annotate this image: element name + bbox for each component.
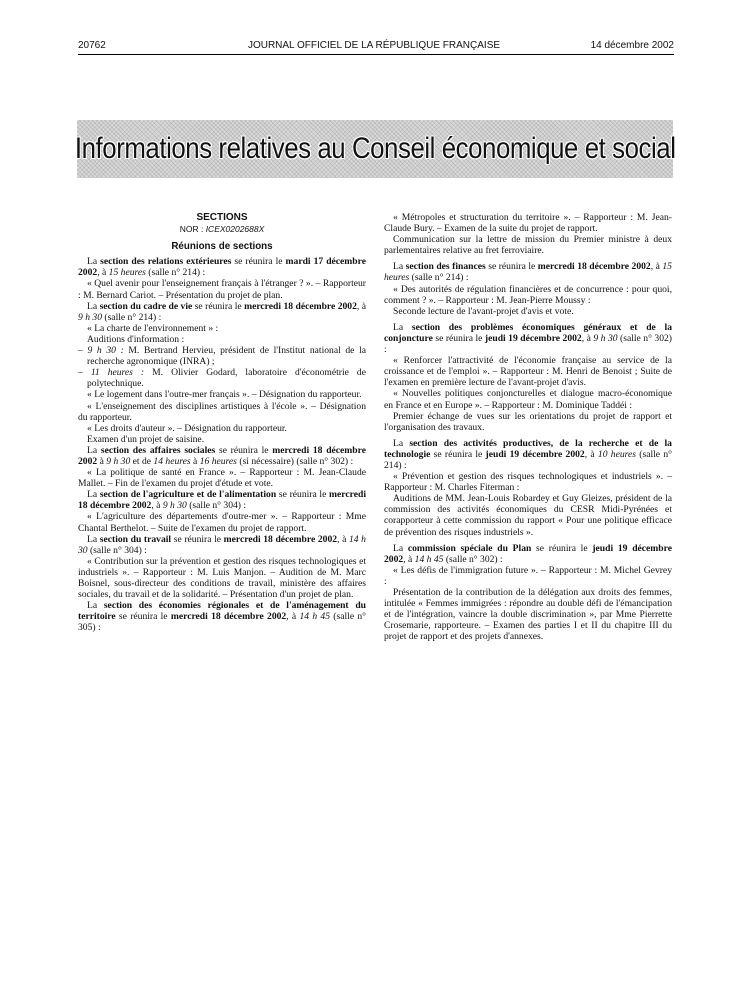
section-banner bbox=[74, 120, 676, 178]
page-number: 20762 bbox=[78, 40, 106, 51]
paragraph: La section des affaires sociales se réunira le mercredi 18 décembre 2002 à 9 h 30 et de 14 heures à 16 heures (si nécessaire) (salle n° 302) : bbox=[78, 444, 366, 467]
right-column bbox=[384, 212, 672, 642]
left-column bbox=[78, 212, 366, 633]
paragraph: La section du cadre de vie se réunira le mercredi 18 décembre 2002, à 9 h 30 (salle n° 214) : bbox=[78, 300, 366, 323]
paragraph: Auditions de MM. Jean-Louis Robardey et Guy Gleizes, président de la commission des activités économiques du CESR Midi-Pyrénées et corapporteur à cette commission du rapport « Pour une politique efficace de prévention des risques industriels ». bbox=[384, 493, 672, 538]
list-item: – 9 h 30 : M. Bertrand Hervieu, président de l'Institut national de la recherche agronomique (INRA) ; bbox=[78, 345, 367, 368]
nor-reference bbox=[78, 224, 366, 235]
paragraph: « Le logement dans l'outre-mer français ». – Désignation du rapporteur. bbox=[87, 389, 362, 401]
paragraph: La commission spéciale du Plan se réunira le jeudi 19 décembre 2002, à 14 h 45 (salle n° 302) : bbox=[384, 542, 672, 565]
paragraph: « La politique de santé en France ». – Rapporteur : M. Jean-Claude Mallet. – Fin de l'examen du projet d'étude et vote. bbox=[78, 467, 366, 490]
paragraph: « Les défis de l'immigration future ». – Rapporteur : M. Michel Gevrey : bbox=[384, 564, 672, 587]
issue-date: 14 décembre 2002 bbox=[590, 40, 674, 51]
paragraph: La section des problèmes économiques généraux et de la conjoncture se réunira le jeudi 19 décembre 2002, à 9 h 30 (salle n° 302) : bbox=[384, 321, 673, 356]
paragraph: « Prévention et gestion des risques technologiques et industriels ». – Rapporteur : M. Charles Fiterman : bbox=[384, 471, 672, 494]
paragraph: La section des économies régionales et de l'aménagement du territoire se réunira le mercredi 18 décembre 2002, à 14 h 45 (salle n° 305) : bbox=[78, 600, 366, 634]
paragraph: La section de l'agriculture et de l'alimentation se réunira le mercredi 18 décembre 2002, à 9 h 30 (salle n° 304) : bbox=[78, 489, 366, 512]
paragraph: « L'enseignement des disciplines artistiques à l'école ». – Désignation du rapporteur. bbox=[78, 400, 366, 423]
paragraph: « Renforcer l'attractivité de l'économie française au service de la croissance et de l'emploi ». – Rapporteur : M. Henri de Benoist ; Suite de l'examen en première lecture de l'avant-projet d'avis. bbox=[384, 355, 672, 389]
paragraph: « Métropoles et structuration du territoire ». – Rapporteur : M. Jean-Claude Bury. – Examen de la suite du projet de rapport. bbox=[384, 212, 672, 235]
paragraph: La section des activités productives, de la recherche et de la technologie se réunira le jeudi 19 décembre 2002, à 10 heures (salle n° 214) : bbox=[384, 437, 672, 471]
list-item: – 11 heures : M. Olivier Godard, laboratoire d'économétrie de polytechnique. bbox=[78, 367, 366, 390]
paragraph: « Nouvelles politiques conjoncturelles et dialogue macro-économique en France et en Europe ». – Rapporteur : M. Dominique Taddéi : bbox=[384, 388, 672, 411]
paragraph: La section du travail se réunira le mercredi 18 décembre 2002, à 14 h 30 (salle n° 304) : bbox=[78, 533, 366, 556]
paragraph: Présentation de la contribution de la délégation aux droits des femmes, intitulée « Femmes immigrées : répondre au double défi de l'émancipation et de l'intégration, vaincre la double discrimination », par Mme Pierrette Crosemarie, rapporteure. – Examen des parties I et II du chapitre III du projet de rapport et des projets d'annexes. bbox=[384, 587, 672, 643]
nor-code: ICEX0202688X bbox=[205, 224, 265, 235]
paragraph: « L'agriculture des départements d'outre-mer ». – Rapporteur : Mme Chantal Berthelot. – Suite de l'examen du projet de rapport. bbox=[78, 511, 366, 534]
header-rule bbox=[78, 54, 674, 55]
paragraph: Premier échange de vues sur les orientations du projet de rapport et l'organisation des travaux. bbox=[384, 410, 672, 433]
subheading: Réunions de sections bbox=[171, 241, 273, 253]
paragraph: « Les droits d'auteur ». – Désignation du rapporteur. bbox=[87, 422, 287, 434]
paragraph: « Contribution sur la prévention et gestion des risques technologiques et industriels ». – Rapporteur : M. Luis Manjon. – Audition de M. Marc Boisnel, sous-directeur des conditions de travail, ministère des affaires sociales, du travail et de la solidarité. – Présentation d'un projet de plan. bbox=[78, 555, 366, 601]
paragraph: « Des autorités de régulation financières et de concurrence : pour quoi, comment ? ». – Rapporteur : M. Jean-Pierre Moussy : bbox=[384, 283, 672, 306]
banner-title: Informations relatives au Conseil économique et social bbox=[74, 132, 676, 165]
section-heading: SECTIONS bbox=[196, 212, 248, 223]
paragraph: « La charte de l'environnement » : bbox=[87, 322, 219, 334]
paragraph: La section des finances se réunira le mercredi 18 décembre 2002, à 15 heures (salle n° 214) : bbox=[384, 261, 672, 284]
nor-label: NOR : bbox=[179, 224, 204, 235]
paragraph: Seconde lecture de l'avant-projet d'avis et vote. bbox=[393, 305, 574, 317]
paragraph: Examen d'un projet de saisine. bbox=[87, 433, 205, 445]
paragraph: Communication sur la lettre de mission du Premier ministre à deux parlementaires relative au fret ferroviaire. bbox=[384, 234, 672, 257]
paragraph: « Quel avenir pour l'enseignement français à l'étranger ? ». – Rapporteur : M. Bernard Cariot. – Présentation du projet de plan. bbox=[78, 278, 366, 301]
journal-title: JOURNAL OFFICIEL DE LA RÉPUBLIQUE FRANÇAISE bbox=[247, 40, 501, 51]
paragraph: Auditions d'information : bbox=[87, 333, 185, 345]
paragraph: La section des relations extérieures se réunira le mardi 17 décembre 2002, à 15 heures (salle n° 214) : bbox=[78, 256, 366, 279]
